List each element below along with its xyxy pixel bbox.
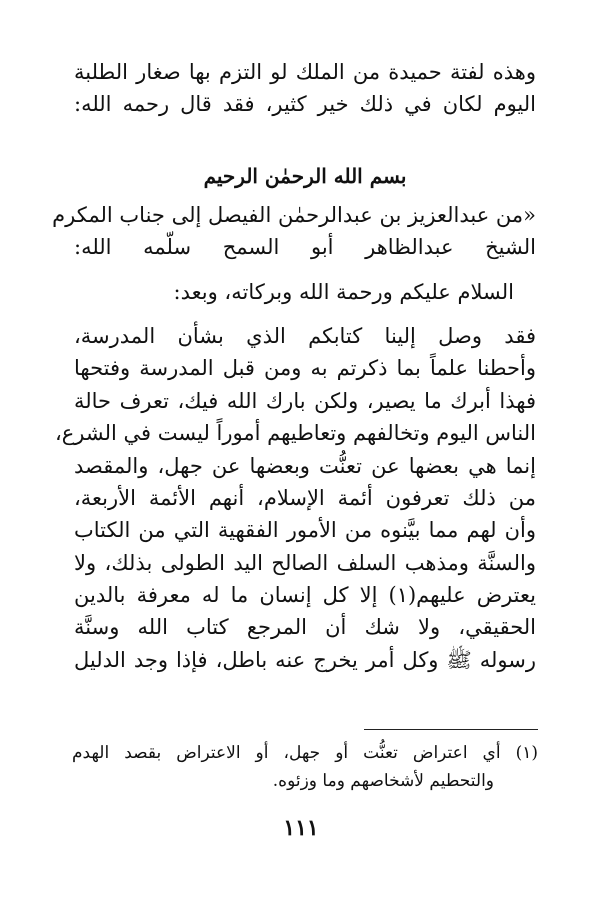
- intro-line: اليوم لكان في ذلك خير كثير، فقد قال رحمه الله:: [74, 92, 536, 117]
- intro-paragraph: [74, 56, 536, 121]
- footnote-line: (١) أي اعتراض تعنُّت أو جهل، أو الاعتراض بقصد الهدم: [72, 743, 538, 763]
- body-line: والسنَّة ومذهب السلف الصالح اليد الطولى بذلك، ولا: [74, 550, 536, 575]
- letter-line: الشيخ عبدالظاهر أبو السمح سلّمه الله:: [74, 235, 536, 260]
- body-line: يعترض عليهم(١) إلا كل إنسان ما له معرفة بالدين: [74, 583, 536, 608]
- basmala-heading: بسم الله الرحمٰن الرحيم: [203, 163, 407, 188]
- letter-body: [55, 320, 536, 676]
- body-line: فقد وصل إلينا كتابكم الذي بشأن المدرسة،: [74, 323, 536, 348]
- intro-line: وهذه لفتة حميدة من الملك لو التزم بها صغار الطلبة: [74, 60, 536, 84]
- body-line: وأحطنا علماً بما ذكرتم به ومن قبل المدرسة وفتحها: [74, 356, 536, 381]
- body-line: وأن لهم مما بيَّنوه من الأمور الفقهية التي من الكتاب: [74, 518, 536, 543]
- body-line: الناس اليوم وتخالفهم وتعاطيهم أموراً ليست في الشرع،: [55, 421, 536, 446]
- letter-line: «من عبدالعزيز بن عبدالرحمٰن الفيصل إلى جناب المكرم: [52, 202, 536, 227]
- footnote-divider: [364, 729, 538, 730]
- footnote-line: والتحطيم لأشخاصهم وما وزئوه.: [272, 771, 494, 791]
- body-line: فهذا أبرك ما يصير، ولكن بارك الله فيك، تعرف حالة: [74, 388, 536, 413]
- body-line: من ذلك تعرفون أئمة الإسلام، أنهم الأئمة الأربعة،: [74, 485, 536, 510]
- body-line: الحقيقي، ولا شك أن المرجع كتاب الله وسنَّة: [74, 615, 536, 640]
- greeting-line: السلام عليكم ورحمة الله وبركاته، وبعد:: [173, 279, 514, 304]
- body-line: إنما هي بعضها عن تعنُّت وبعضها عن جهل، والمقصد: [74, 453, 536, 478]
- page-number: ١١١: [283, 815, 319, 841]
- page-content: [52, 56, 536, 676]
- footnote: [72, 739, 538, 795]
- letter-address: [52, 199, 536, 264]
- body-line: رسوله ﷺ وكل أمر يخرج عنه باطل، فإذا وجد الدليل: [74, 647, 536, 672]
